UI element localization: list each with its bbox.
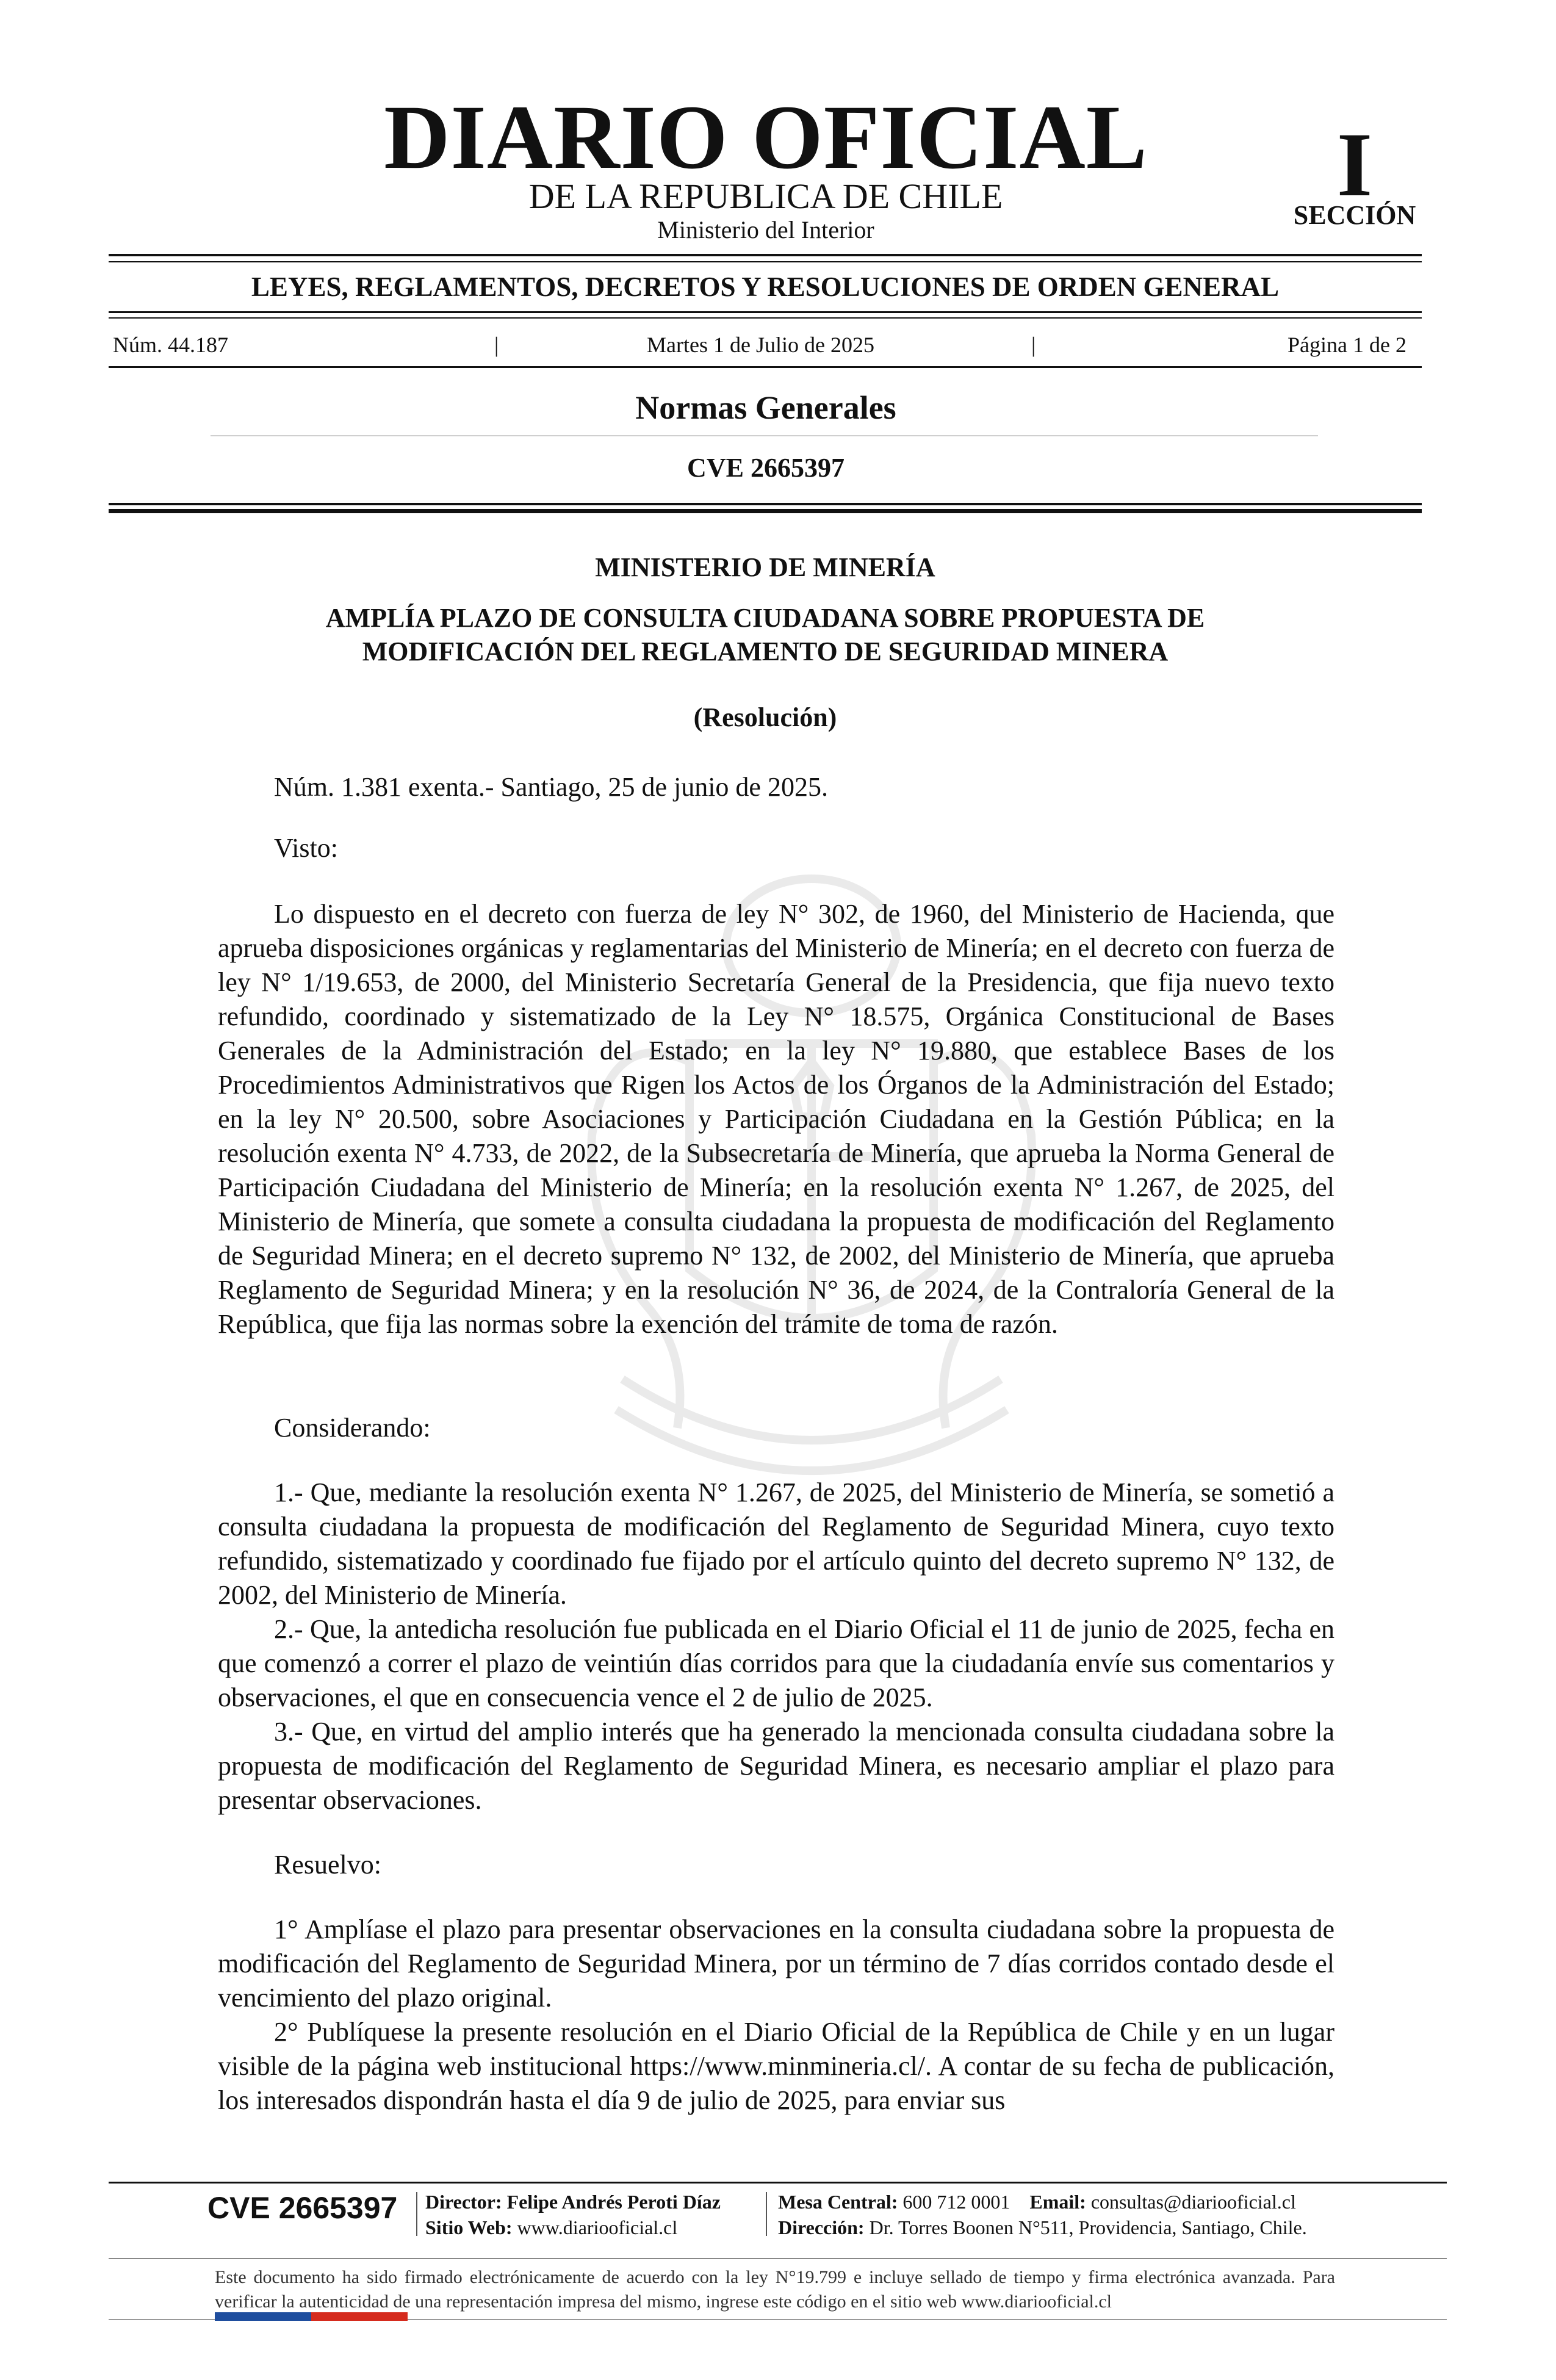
resuelvo-paragraph: 2° Publíquese la presente resolución en el Diario Oficial de la República de Chile y en un lugar visible de la página web institucional https://www.minmineria.cl/. A contar de su fecha de publicación, los interesados dispondrán hasta el día 9 de julio de 2025, para enviar sus <box>218 2017 1334 2115</box>
divider <box>109 503 1422 505</box>
issue-number: Núm. 44.187 <box>113 333 228 357</box>
cve-code: CVE 2665397 <box>687 453 845 483</box>
footer-cve-code: CVE 2665397 <box>207 2191 398 2225</box>
category-heading: LEYES, REGLAMENTOS, DECRETOS Y RESOLUCIONES DE ORDEN GENERAL <box>251 272 1280 302</box>
footer-divider <box>109 2182 1447 2183</box>
divider <box>109 254 1422 256</box>
section-number: I <box>1336 114 1373 215</box>
considerando-paragraph: 1.- Que, mediante la resolución exenta N° 1.267, de 2025, del Ministerio de Minería, se sometió a consulta ciudadana la propuesta de modificación del Reglamento de Seguridad Minera, cuyo texto refundido, sistematizado y coordinado fue fijado por el artículo quinto del decreto supremo N° 132, de 2002, del Ministerio de Minería. <box>218 1477 1334 1610</box>
website-label: Sitio Web: <box>425 2216 513 2238</box>
divider <box>109 261 1422 262</box>
issue-date: Martes 1 de Julio de 2025 <box>647 333 874 357</box>
divider <box>109 366 1422 368</box>
flag-bar-red <box>311 2312 408 2321</box>
director-name: Felipe Andrés Peroti Díaz <box>506 2191 721 2213</box>
visto-paragraph: Lo dispuesto en el decreto con fuerza de ley N° 302, de 1960, del Ministerio de Hacienda, que aprueba disposiciones orgánicas y reglamentarias del Ministerio de Minería; en el decreto con fuerza de ley N° 1/19.653, de 2000, del Ministerio Secretaría General de la Presidencia, que fija nuevo texto refundido, coordinado y sistematizado de la Ley N° 18.575, Orgánica Constitucional de Bases Generales de la Administración del Estado; en la ley N° 19.880, que establece Bases de los Procedimientos Administrativos que Rigen los Actos de los Órganos de la Administración del Estado; en la ley N° 20.500, sobre Asociaciones y Participación Ciudadana en la Gestión Pública; en la resolución exenta N° 4.733, de 2022, de la Subsecretaría de Minería, que aprueba la Norma General de Participación Ciudadana del Ministerio de Minería; en la resolución exenta N° 1.267, de 2025, del Ministerio de Minería, que somete a consulta ciudadana la propuesta de modificación del Reglamento de Seguridad Minera; en el decreto supremo N° 132, de 2002, del Ministerio de Minería, que aprueba Reglamento de Seguridad Minera; y en la resolución N° 36, de 2024, de la Contraloría General de la República, que fija las normas sobre la exención del trámite de toma de razón. <box>218 899 1334 1339</box>
resuelvo-paragraph: 1° Amplíase el plazo para presentar observaciones en la consulta ciudadana sobre la propuesta de modificación del Reglamento de Seguridad Minera, por un término de 7 días corridos contado desde el vencimiento del plazo original. <box>218 1914 1334 2013</box>
flag-bar-blue <box>215 2312 311 2321</box>
director-label: Director: <box>425 2191 502 2213</box>
resuelvo-label: Resuelvo: <box>274 1850 381 1880</box>
document-title-line: MODIFICACIÓN DEL REGLAMENTO DE SEGURIDAD MINERA <box>362 636 1169 666</box>
document-title-line: AMPLÍA PLAZO DE CONSULTA CIUDADANA SOBRE PROPUESTA DE <box>325 603 1205 633</box>
ministry-heading: MINISTERIO DE MINERÍA <box>595 552 935 582</box>
footer-separator <box>416 2192 417 2236</box>
mesa-label: Mesa Central: <box>778 2191 898 2213</box>
considerando-label: Considerando: <box>274 1413 431 1443</box>
document-title <box>109 601 1422 668</box>
ministry-line: Ministerio del Interior <box>657 216 874 243</box>
divider <box>211 435 1318 436</box>
address-value: Dr. Torres Boonen N°511, Providencia, Santiago, Chile. <box>869 2216 1307 2238</box>
considerando-paragraph: 3.- Que, en virtud del amplio interés que ha generado la mencionada consulta ciudadana sobre la propuesta de modificación del Reglamento de Seguridad Minera, es necesario ampliar el plazo para presentar observaciones. <box>218 1717 1334 1815</box>
page-indicator: Página 1 de 2 <box>1288 333 1407 357</box>
footer-divider <box>109 2258 1447 2259</box>
website-link[interactable]: www.diariooficial.cl <box>517 2216 678 2238</box>
email-link[interactable]: consultas@diariooficial.cl <box>1090 2191 1296 2213</box>
footer-director-block <box>425 2189 721 2240</box>
footer-separator <box>766 2192 767 2236</box>
considerando-paragraph: 2.- Que, la antedicha resolución fue publicada en el Diario Oficial el 11 de junio de 2025, fecha en que comenzó a correr el plazo de veintiún días corridos para que la ciudadanía envíe sus comentarios y observaciones, el que en consecuencia vence el 2 de julio de 2025. <box>218 1614 1334 1712</box>
mesa-phone: 600 712 0001 <box>902 2191 1010 2213</box>
section-heading: Normas Generales <box>635 389 896 426</box>
resolution-number: Núm. 1.381 exenta.- Santiago, 25 de junio de 2025. <box>274 772 828 802</box>
visto-label: Visto: <box>274 833 338 863</box>
newspaper-subtitle: DE LA REPUBLICA DE CHILE <box>528 176 1003 216</box>
newspaper-title: DIARIO OFICIAL <box>384 87 1148 188</box>
divider <box>109 509 1422 513</box>
footer-contact-block <box>778 2189 1307 2240</box>
divider <box>109 317 1422 319</box>
address-label: Dirección: <box>778 2216 865 2238</box>
divider <box>109 311 1422 313</box>
section-label: SECCIÓN <box>1293 200 1416 230</box>
email-label: Email: <box>1029 2191 1086 2213</box>
signature-disclaimer: Este documento ha sido firmado electrónicamente de acuerdo con la ley N°19.799 e incluye sellado de tiempo y firma electrónica avanzada. Para verificar la autenticidad de una representación impresa del mismo, ingrese este código en el sitio web www.diariooficial.cl <box>215 2267 1335 2312</box>
info-separator: | <box>494 333 499 357</box>
document-type: (Resolución) <box>693 702 837 732</box>
info-separator: | <box>1031 333 1036 357</box>
